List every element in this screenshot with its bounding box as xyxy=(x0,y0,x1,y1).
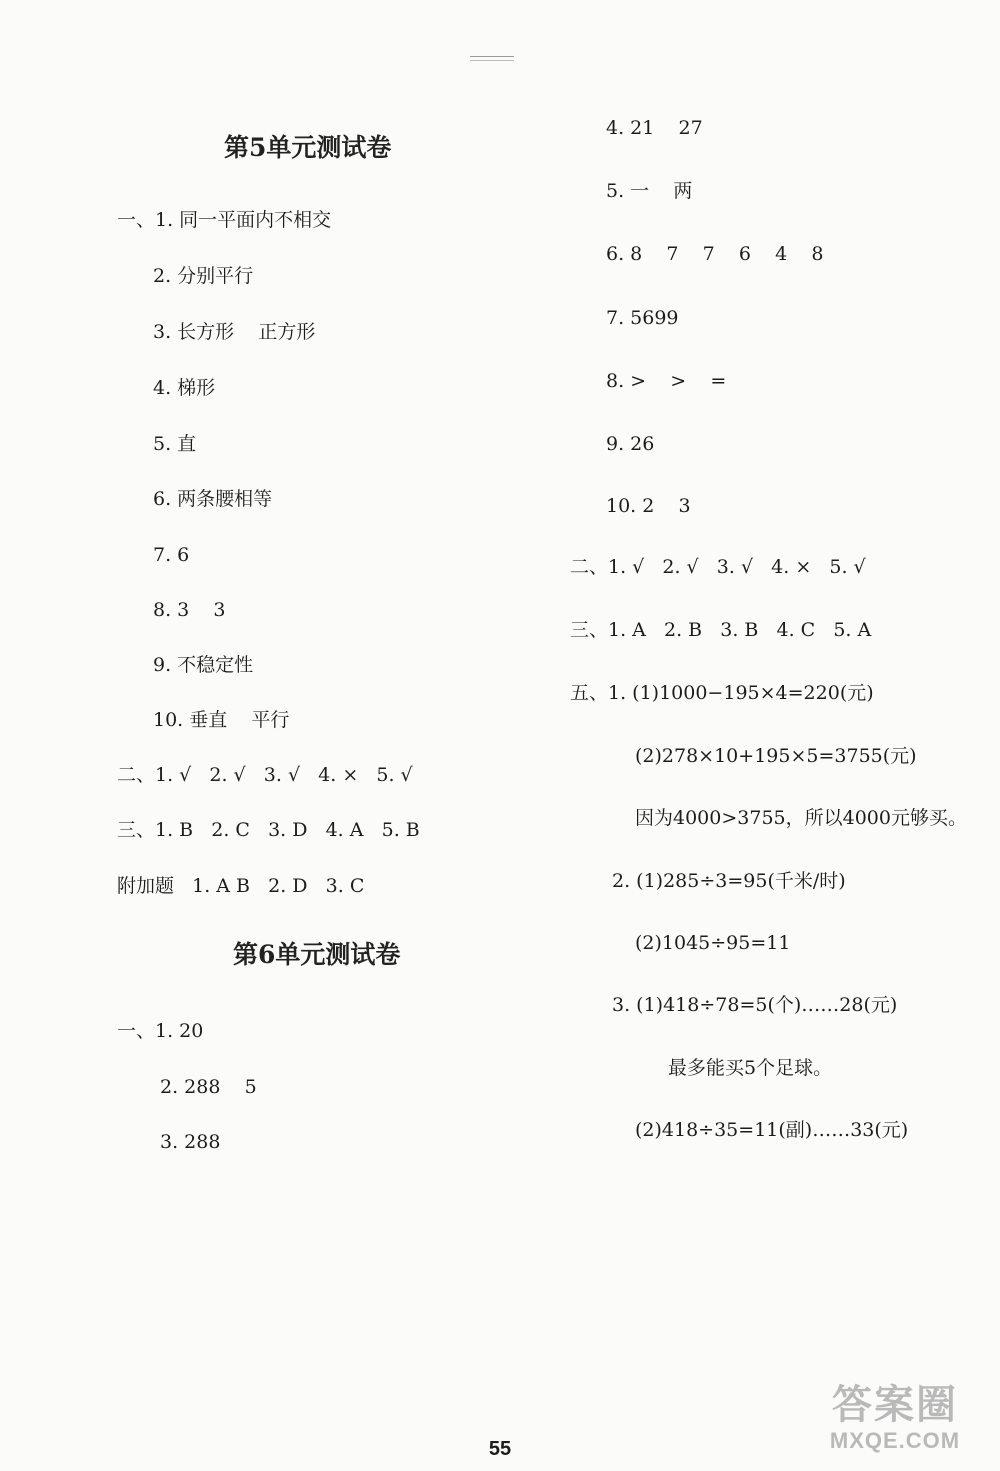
answer-line: 一、1. 同一平面内不相交 xyxy=(117,209,332,231)
answer-line: 10. 2 3 xyxy=(606,495,691,517)
answer-line: 7. 6 xyxy=(153,544,190,566)
answer-line: 6. 两条腰相等 xyxy=(153,488,273,510)
answer-line: 附加题 1. A B 2. D 3. C xyxy=(117,875,365,897)
answer-line: 一、1. 20 xyxy=(117,1020,204,1042)
answer-line: 3. 288 xyxy=(160,1131,221,1153)
answer-line: 3. 长方形 正方形 xyxy=(153,321,316,343)
answer-line: 5. 直 xyxy=(153,433,197,455)
answer-line: 10. 垂直 平行 xyxy=(153,709,290,731)
answer-line: 8. 3 3 xyxy=(153,599,226,621)
answer-line: 8. > > = xyxy=(606,370,727,392)
answer-line: 5. 一 两 xyxy=(606,180,693,202)
answer-line: 4. 梯形 xyxy=(153,377,216,399)
answer-line: (2)418÷35=11(副)……33(元) xyxy=(635,1119,909,1141)
unit6-title: 第6单元测试卷 xyxy=(233,940,401,969)
answer-line: 三、1. A 2. B 3. B 4. C 5. A xyxy=(570,619,872,641)
answer-line: (2)1045÷95=11 xyxy=(635,932,791,954)
page-number: 55 xyxy=(488,1438,512,1460)
answer-line: 9. 不稳定性 xyxy=(153,654,254,676)
answer-line: 7. 5699 xyxy=(606,307,679,329)
answer-line: 最多能买5个足球。 xyxy=(668,1057,833,1079)
answer-line: 二、1. √ 2. √ 3. √ 4. × 5. √ xyxy=(570,556,866,578)
watermark-text: 答案圈 xyxy=(832,1383,958,1427)
watermark-url: MXQE.COM xyxy=(829,1428,961,1453)
answer-line: 2. (1)285÷3=95(千米/时) xyxy=(612,870,846,892)
answer-line: 因为4000>3755，所以4000元够买。 xyxy=(635,807,967,829)
answer-line: 2. 288 5 xyxy=(160,1076,257,1098)
answer-line: 2. 分别平行 xyxy=(153,265,254,287)
answer-line: 6. 8 7 7 6 4 8 xyxy=(606,243,824,265)
answer-line: 二、1. √ 2. √ 3. √ 4. × 5. √ xyxy=(117,764,413,786)
answer-line: 3. (1)418÷78=5(个)……28(元) xyxy=(612,994,898,1016)
answer-line: 9. 26 xyxy=(606,433,655,455)
answer-line: 4. 21 27 xyxy=(606,117,703,139)
answer-line: 五、1. (1)1000−195×4=220(元) xyxy=(570,682,874,704)
answer-line: (2)278×10+195×5=3755(元) xyxy=(635,745,917,767)
answer-line: 三、1. B 2. C 3. D 4. A 5. B xyxy=(117,819,420,841)
watermark-logo xyxy=(800,1382,990,1462)
scan-mark xyxy=(470,56,514,61)
unit5-title: 第5单元测试卷 xyxy=(224,133,392,162)
